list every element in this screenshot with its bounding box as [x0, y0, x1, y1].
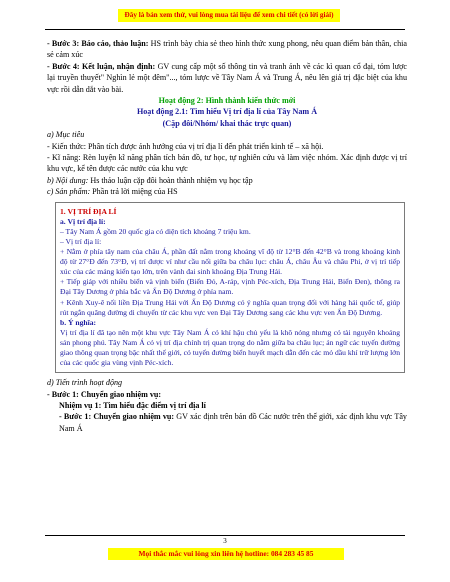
step1-heading: - Bước 1: Chuyển giao nhiệm vụ: — [47, 389, 162, 399]
preview-notice-banner: Đây là bản xem thử, vui lòng mua tài liệu để xem chi tiết (có lời giải) — [118, 9, 340, 22]
content-label: b) Nội dung: — [47, 175, 89, 185]
footer-divider — [45, 535, 405, 536]
box-line: – Tây Nam Á gồm 20 quốc gia có diện tích khoảng 7 triệu km. — [60, 226, 251, 236]
step4-paragraph — [47, 61, 407, 95]
step4-text: GV cung cấp một số thông tin và tranh ảnh về các kì quan cổ đại, tóm lược lại truyền thuyết" Nghìn lẻ một đêm"..., tóm lược về Tây Nam Á và Trung Á, nêu lên giá trị đặc biệt của khu vực rồi dẫn dắt vào bài. — [47, 61, 407, 94]
step3-label: - Bước 3: Báo cáo, thảo luận: — [47, 39, 149, 48]
page-number: 3 — [223, 537, 227, 545]
activity-mode: (Cặp đôi/Nhóm/ khai thác trực quan) — [162, 118, 292, 128]
box-subheading-a: a. Vị trí địa lí: — [60, 216, 106, 226]
product-paragraph — [47, 186, 407, 197]
box-line: + Nằm ở phía tây nam của châu Á, phần đất nằm trong khoảng vĩ độ từ 12°B đến 42°B và trong khoảng kinh độ từ 27°Đ đến 73°Đ, vị trí được ví như cầu nối giữa ba châu lục: châu Á, châu Âu và châu Phi, ở vị trí tiếp xúc của các mảng kiến tạo lớn, trên vành đai sinh khoáng Địa Trung Hải. — [60, 247, 400, 277]
objective-skills: - Kĩ năng: Rèn luyện kĩ năng phân tích bản đồ, tư học, tự nghiên cứu và làm việc nhóm. Xác định được vị trí khu vực, kể tên được các nước của khu vực — [47, 153, 407, 174]
box-title: 1. VỊ TRÍ ĐỊA LÍ — [60, 206, 117, 216]
activity-title: Hoạt động 2: Hình thành kiến thức mới — [158, 96, 296, 106]
document-body — [47, 38, 407, 434]
objective-label: a) Mục tiêu — [47, 130, 85, 140]
step3-text: HS trình bày chia sẻ theo hình thức xung phong, nêu quan điểm bản thân, chia sẻ cảm xúc — [47, 39, 407, 60]
product-text: Phần trả lời miệng của HS — [90, 187, 178, 197]
box-subheading-b: b. Ý nghĩa: — [60, 317, 97, 327]
header-divider — [45, 29, 405, 30]
activity-subtitle: Hoạt động 2.1: Tìm hiểu Vị trí địa lí của Tây Nam Á — [136, 107, 318, 117]
product-label: c) Sản phẩm: — [47, 187, 91, 197]
box-line: + Kênh Xuy-ê nối liền Địa Trung Hải với Ấn Độ Dương có ý nghĩa quan trọng đối với hàng hải quốc tế, giúp rút ngắn quãng đường di chuyển từ các khu vực ven Đại Tây Dương sang các khu vực ven Ấn Độ Dương. — [60, 297, 400, 317]
process-label: d) Tiến trình hoạt động — [47, 378, 123, 388]
step1b-label: - Bước 1: Chuyển giao nhiệm vụ: — [59, 412, 175, 422]
box-line: – Vị trí địa lí: — [60, 236, 102, 246]
objective-knowledge: - Kiến thức: Phân tích được ảnh hưởng của vị trí địa lí đến phát triển kinh tế – xã hội. — [47, 141, 324, 151]
content-paragraph — [47, 175, 407, 186]
box-line: + Tiếp giáp với nhiều biển và vịnh biển (Biển Đỏ, A-ráp, vịnh Péc-xích, Địa Trung Hải, Biển Đen), thông ra Đại Tây Dương ở phía bắc và Ấn Độ Dương ở phía nam. — [60, 277, 400, 297]
content-text: Hs thảo luận cặp đôi hoàn thành nhiệm vụ học tập — [88, 175, 253, 185]
step3-paragraph — [47, 38, 407, 61]
step1b-paragraph — [59, 411, 407, 434]
step1b-text: GV xác định trên bản đồ Các nước trên thế giới, xác định khu vực Tây Nam Á — [59, 412, 407, 433]
box-line: Vị trí địa lí đã tạo nên một khu vực Tây Nam Á có khí hậu chủ yếu là khô nóng nhưng có tài nguyên khoáng sản phong phú. Tây Nam Á có vị trí địa chính trị quan trọng do nằm giữa ba châu lục; án ngữ các tuyến đường giao thông quan trọng bậc nhất thế giới, có tuyến đường biển huyết mạch dẫn đến các mỏ dầu khí trữ lượng lớn của các quốc gia vùng vịnh Péc-xích. — [60, 327, 400, 368]
step4-label: - Bước 4: Kết luận, nhận định: — [47, 61, 156, 71]
task1-heading: Nhiệm vụ 1: Tìm hiểu đặc điểm vị trí địa lí — [59, 401, 206, 410]
hotline-banner: Mọi thắc mắc vui lòng xin liên hệ hotline: 084 283 45 85 — [108, 548, 344, 560]
answer-box — [55, 202, 405, 374]
